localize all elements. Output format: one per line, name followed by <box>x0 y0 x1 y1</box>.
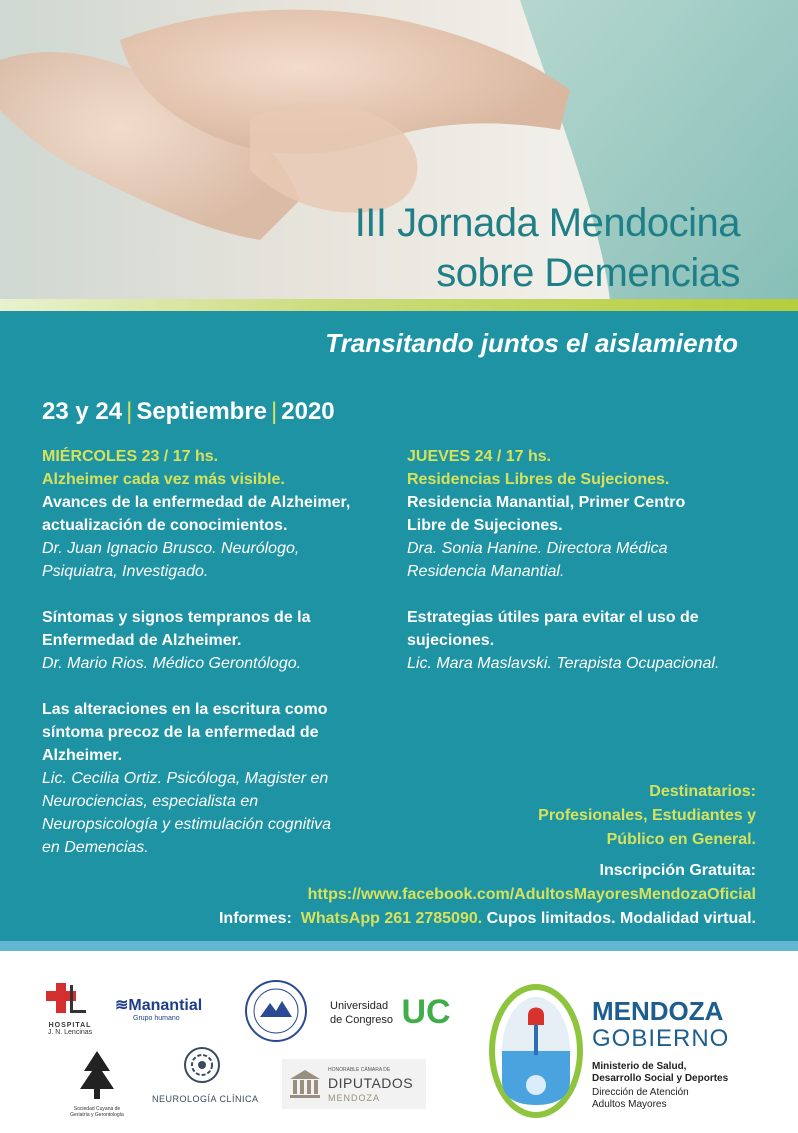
hospital-name: HOSPITAL <box>48 1022 92 1029</box>
diputados-name: DIPUTADOS <box>328 1075 414 1091</box>
talk-speaker: Psiquiatra, Investigado. <box>42 563 209 580</box>
info-label: Informes: <box>218 910 292 927</box>
uc-mark: UC <box>401 993 451 1031</box>
date-separator-1: | <box>126 398 133 425</box>
date-month: Septiembre <box>136 398 268 425</box>
diputados-place: MENDOZA <box>328 1093 380 1103</box>
society-logo <box>62 1049 132 1118</box>
tree-icon <box>72 1049 122 1101</box>
gobierno-line2: GOBIERNO <box>592 1025 730 1052</box>
society-line1: Sociedad Cuyana de <box>73 1106 121 1112</box>
talk-title: Estrategias útiles para evitar el uso de <box>407 609 699 626</box>
direction-line1: Dirección de Atención <box>592 1087 689 1098</box>
event-title-line2: sobre Demencias <box>436 251 740 295</box>
capacity-note: Cupos limitados. Modalidad virtual. <box>486 910 756 927</box>
thursday-heading: JUEVES 24 / 17 hs. <box>407 448 552 465</box>
wave-icon: ≋ <box>115 997 129 1014</box>
talk-title: síntoma precoz de la enfermedad de <box>42 724 319 741</box>
talk-title: Enfermedad de Alzheimer. <box>42 632 242 649</box>
talk-speaker: Residencia Manantial. <box>407 563 565 580</box>
ministry-line2: Desarrollo Social y Deportes <box>592 1073 729 1084</box>
talk-title: Síntomas y signos tempranos de la <box>42 609 311 626</box>
seal-icon <box>244 979 308 1043</box>
direction-line2: Adultos Mayores <box>592 1099 667 1110</box>
brain-icon <box>182 1045 222 1085</box>
blue-divider <box>0 941 798 951</box>
wednesday-topic: Alzheimer cada vez más visible. <box>42 471 285 488</box>
talk-speaker: en Demencias. <box>42 839 149 856</box>
talk-title: Residencia Manantial, Primer Centro <box>407 494 686 511</box>
neurologia-name: NEUROLOGÍA CLÍNICA <box>152 1094 259 1104</box>
green-divider <box>0 299 798 311</box>
gobierno-block <box>592 997 729 1111</box>
mendoza-coat-of-arms <box>488 981 584 1126</box>
talk-speaker: Lic. Mara Maslavski. Terapista Ocupacional. <box>407 655 720 672</box>
info-line <box>219 907 756 931</box>
date-days: 23 y 24 <box>42 398 123 425</box>
building-icon <box>288 1067 322 1101</box>
talk-speaker: Dra. Sonia Hanine. Directora Médica <box>407 540 668 557</box>
talk-speaker: Neurociencias, especialista en <box>42 793 259 810</box>
wednesday-heading: MIÉRCOLES 23 / 17 hs. <box>42 448 219 465</box>
hospital-logo <box>40 981 100 1036</box>
talk-title: Alzheimer. <box>42 747 123 764</box>
facebook-link[interactable]: https://www.facebook.com/AdultosMayoresMendozaOficial <box>307 886 756 903</box>
wednesday-program <box>42 445 392 859</box>
event-date <box>42 398 335 426</box>
neurologia-logo <box>152 1045 259 1104</box>
registration-block <box>219 859 756 931</box>
talk-speaker: Lic. Cecilia Ortiz. Psicóloga, Magister en <box>42 770 329 787</box>
diputados-top: HONORABLE CÁMARA DE <box>328 1067 391 1073</box>
manantial-tagline: Grupo humano <box>133 1015 180 1022</box>
audience-block <box>538 780 756 852</box>
talk-title: Avances de la enfermedad de Alzheimer, <box>42 494 351 511</box>
talk-title: Las alteraciones en la escritura como <box>42 701 328 718</box>
date-separator-2: | <box>271 398 278 425</box>
talk-speaker: Dr. Juan Ignacio Brusco. Neurólogo, <box>42 540 300 557</box>
congreso-logo <box>330 993 451 1032</box>
gobierno-line1: MENDOZA <box>592 996 724 1026</box>
event-subtitle: Transitando juntos el aislamiento <box>325 328 738 358</box>
coat-of-arms-icon <box>488 981 584 1121</box>
university-seal <box>244 979 308 1048</box>
date-year: 2020 <box>281 398 335 425</box>
diputados-logo <box>282 1059 426 1109</box>
talk-title: sujeciones. <box>407 632 495 649</box>
society-line2: Geriatría y Gerontología <box>70 1112 124 1118</box>
sponsor-logos <box>0 951 798 1133</box>
talk-title: Libre de Sujeciones. <box>407 517 563 534</box>
congreso-line2: de Congreso <box>330 1013 393 1026</box>
hospital-subname: J. N. Lencinas <box>47 1029 93 1036</box>
registration-label: Inscripción Gratuita: <box>599 862 756 879</box>
ministry-line1: Ministerio de Salud, <box>592 1061 687 1072</box>
thursday-program <box>407 445 767 675</box>
audience-label: Destinatarios: <box>649 783 756 800</box>
talk-title: actualización de conocimientos. <box>42 517 288 534</box>
talk-speaker: Dr. Mario Rios. Médico Gerontólogo. <box>42 655 302 672</box>
manantial-name: ≋Manantial <box>115 997 203 1014</box>
thursday-topic: Residencias Libres de Sujeciones. <box>407 471 670 488</box>
congreso-line1: Universidad <box>330 999 389 1012</box>
audience-line: Profesionales, Estudiantes y <box>538 807 756 824</box>
talk-speaker: Neuropsicología y estimulación cognitiva <box>42 816 332 833</box>
event-title-line1: III Jornada Mendocina <box>354 201 740 245</box>
manantial-logo <box>115 995 202 1022</box>
hospital-cross-icon <box>40 981 90 1017</box>
whatsapp-contact[interactable]: WhatsApp 261 2785090. <box>300 910 483 927</box>
audience-line: Público en General. <box>606 831 756 848</box>
